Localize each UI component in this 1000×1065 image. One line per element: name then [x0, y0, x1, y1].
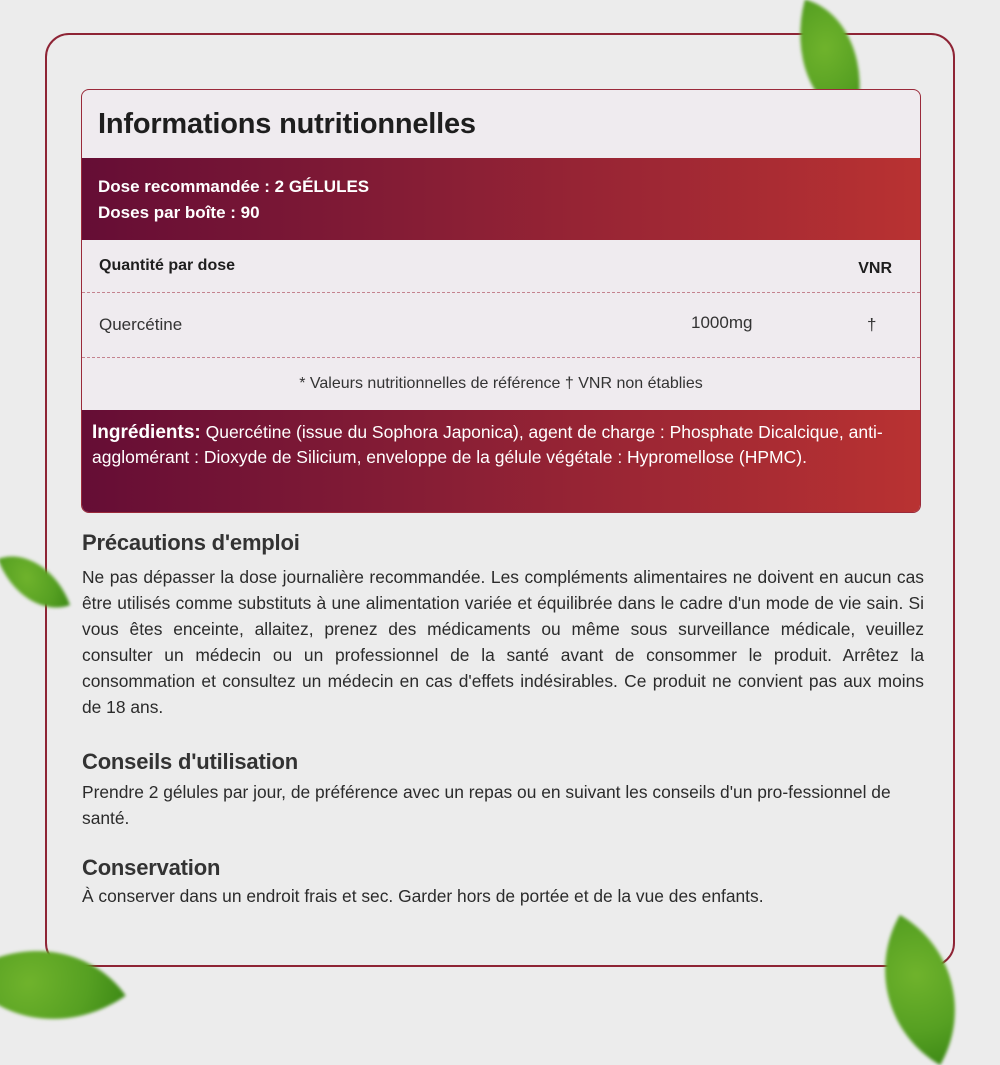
ingredients-text: Quercétine (issue du Sophora Japonica), agent de charge : Phosphate Dicalcique, anti-agglomérant : Dioxyde de Silicium, enveloppe de la gélule végétale : Hypromellose (HPMC).: [92, 422, 883, 467]
storage-title: Conservation: [82, 855, 221, 880]
section-usage: [82, 749, 924, 831]
ingredients-label: Ingrédients:: [92, 422, 201, 443]
precautions-text: Ne pas dépasser la dose journalière recommandée. Les compléments alimentaires ne doivent en aucun cas être utilisés comme substituts à une alimentation variée et équilibrée dans le cadre d'un mode de vie sain. Si vous êtes enceinte, allaitez, prenez des médicaments ou même sous surveillance médicale, veuillez consulter un médecin ou un professionnel de la santé avant de consommer le produit. Arrêtez la consommation et consultez un médecin en cas d'effets indésirables. Ce produit ne convient pas aux moins de 18 ans.: [82, 567, 924, 717]
dose-band: [82, 158, 920, 240]
storage-text: À conserver dans un endroit frais et sec. Garder hors de portée et de la vue des enfants.: [82, 886, 764, 906]
section-precautions: [82, 530, 924, 720]
nutrition-table-header: [82, 240, 920, 293]
nutrient-name: Quercétine: [99, 315, 183, 334]
table-footnote: * Valeurs nutritionnelles de référence † VNR non établies: [299, 375, 703, 392]
nutrient-vnr: †: [867, 315, 877, 334]
table-row: [82, 293, 920, 358]
section-storage: [82, 855, 924, 909]
dose-recommended: Dose recommandée : 2 GÉLULES: [98, 177, 370, 196]
header-quantity: Quantité par dose: [99, 257, 236, 274]
ingredients-band: [82, 410, 920, 513]
precautions-title: Précautions d'emploi: [82, 530, 300, 555]
doses-per-box: Doses par boîte : 90: [98, 203, 260, 222]
nutrition-card: [81, 89, 921, 513]
nutrition-title: Informations nutritionnelles: [98, 107, 476, 140]
header-vnr: VNR: [858, 260, 892, 277]
usage-title: Conseils d'utilisation: [82, 749, 298, 774]
nutrient-amount: 1000mg: [691, 313, 753, 332]
usage-text: Prendre 2 gélules par jour, de préférence avec un repas ou en suivant les conseils d'un pro-fessionnel de santé.: [82, 782, 891, 828]
